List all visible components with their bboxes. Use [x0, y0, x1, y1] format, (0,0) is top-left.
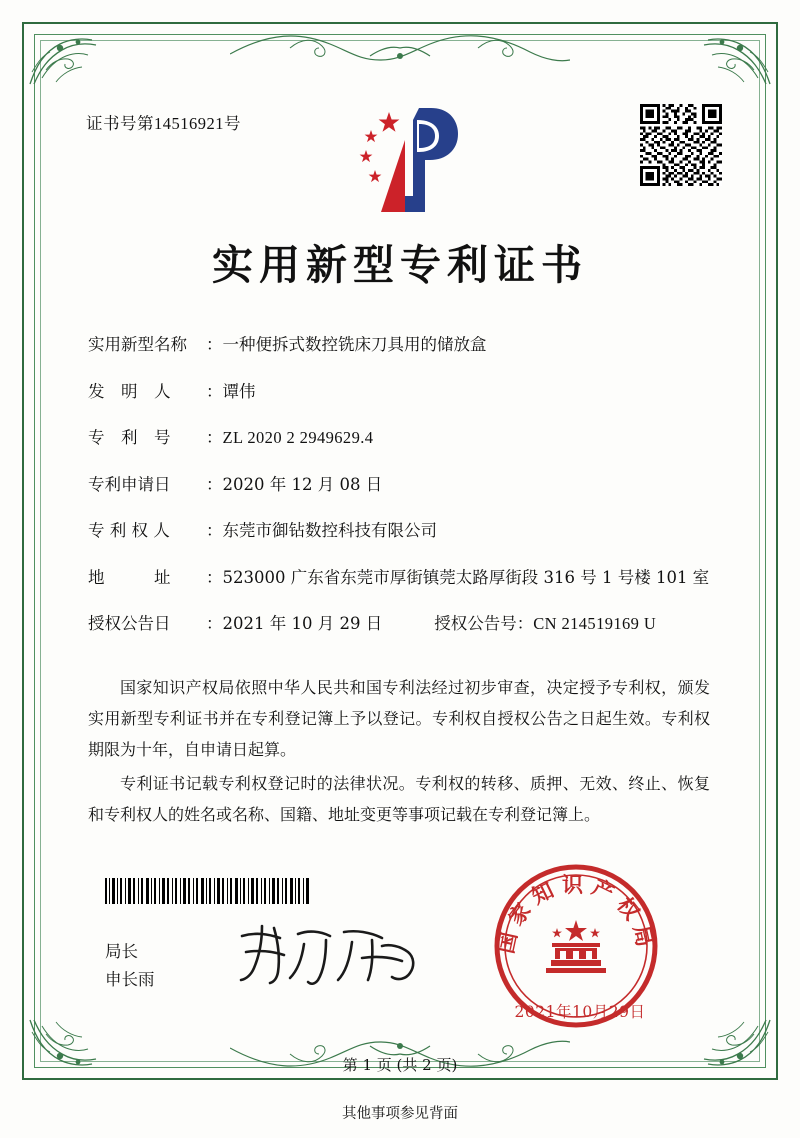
cnipa-logo-icon: [345, 100, 470, 215]
field-colon: ：: [206, 428, 223, 448]
field-colon: ：: [206, 614, 223, 634]
field-value: 一种便拆式数控铣床刀具用的储放盒: [222, 335, 487, 354]
field-colon: ：: [206, 381, 223, 401]
field-label: 专利申请日: [88, 474, 171, 494]
field-value: 东莞市御钻数控科技有限公司: [222, 521, 437, 541]
legal-paragraph: 国家知识产权局依照中华人民共和国专利法经过初步审查，决定授予专利权，颁发实用新型专利证书并在专利登记簿上予以登记。专利权自授权公告之日起生效。专利权期限为十年，自申请日起算。: [88, 678, 710, 760]
field-value: 谭伟: [222, 381, 256, 401]
signature-block: [105, 938, 155, 994]
field-label: 实用新型名称: [88, 335, 187, 354]
field-list: [88, 332, 712, 658]
director-role-label: 局长: [105, 942, 138, 961]
field-row-address: [88, 565, 712, 591]
field-row-patent-number: [88, 425, 712, 451]
handwritten-signature-icon: [232, 918, 422, 988]
field-label-secondary: 授权公告号: [434, 614, 517, 634]
field-colon: ：: [516, 614, 534, 634]
field-label: 专 利 权 人: [88, 521, 170, 541]
field-label: 专 利 号: [88, 428, 171, 448]
field-label: 发 明 人: [88, 381, 171, 401]
field-row-patentee: [88, 518, 712, 544]
seal-date: 2021年10月29日: [514, 1003, 646, 1021]
field-value: 2020 年 12 月 08 日: [222, 474, 383, 494]
top-flourish-icon: [230, 26, 570, 66]
svg-text:国家知识产权局: 国家知识产权局: [492, 872, 660, 956]
page-title: 实用新型专利证书: [212, 241, 588, 289]
field-colon: ：: [206, 474, 223, 494]
certificate-number: 证书号第14516921号: [86, 114, 241, 133]
field-value: ZL 2020 2 2949629.4: [222, 428, 374, 448]
corner-ornament-icon: [26, 26, 112, 88]
field-colon: ：: [206, 521, 223, 541]
barcode-icon: [105, 878, 310, 904]
corner-ornament-icon: [688, 26, 774, 88]
legal-text-block: [88, 672, 710, 832]
page-number: 第 1 页 (共 2 页): [342, 1056, 458, 1074]
field-value-secondary: CN 214519169 U: [533, 614, 657, 634]
qr-code-icon: [640, 104, 722, 186]
field-value: 2021 年 10 月 29 日: [222, 614, 383, 634]
field-row-grant-announcement: [88, 611, 712, 637]
field-row-application-date: [88, 472, 712, 498]
field-value: 523000 广东省东莞市厚街镇莞太路厚街段 316 号 1 号楼 101 室: [222, 567, 710, 587]
field-row-inventor: [88, 379, 712, 405]
back-side-note: 其他事项参见背面: [342, 1106, 458, 1122]
field-row-utility-model-name: [88, 332, 712, 358]
legal-paragraph: 专利证书记载专利权登记时的法律状况。专利权的转移、质押、无效、终止、恢复和专利权人的姓名或名称、国籍、地址变更等事项记载在专利登记簿上。: [88, 773, 710, 824]
field-colon: ：: [206, 567, 223, 587]
director-name-label: 申长雨: [105, 970, 155, 990]
field-label: 授权公告日: [88, 614, 171, 634]
field-label: 地 址: [88, 567, 171, 587]
field-colon: ：: [206, 335, 223, 354]
